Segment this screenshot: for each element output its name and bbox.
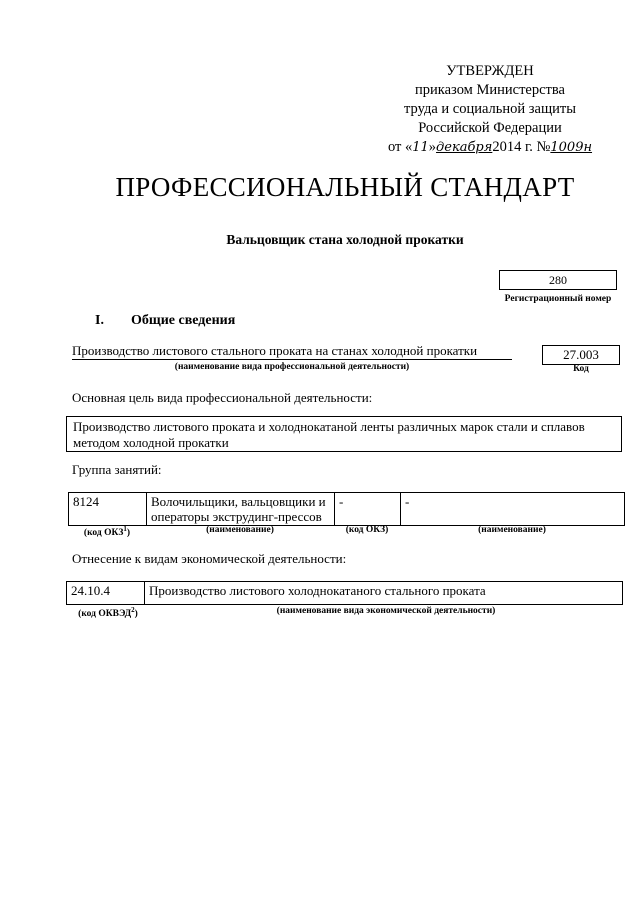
- activity-code-caption: Код: [573, 364, 589, 374]
- okz-code-1: 8124: [69, 493, 147, 526]
- okz-name-2-caption: (наименование): [478, 525, 546, 535]
- footnote-2-marker: 2: [131, 606, 135, 614]
- section-number: I.: [95, 313, 104, 328]
- page-title: ПРОФЕССИОНАЛЬНЫЙ СТАНДАРТ: [115, 172, 575, 202]
- okz-code-1-caption-end: ): [126, 528, 131, 539]
- date-day: 11: [412, 140, 429, 155]
- date-sep: »: [428, 139, 437, 155]
- okved-code-caption-end: ): [134, 609, 138, 620]
- okved-name-caption: (наименование вида экономической деятельности): [276, 606, 496, 616]
- okz-code-1-caption: [68, 525, 146, 538]
- okz-name-1: Волочильщики, вальцовщики и операторы экструдинг-прессов: [147, 493, 335, 526]
- approval-line-2: приказом Министерства: [415, 82, 565, 98]
- goal-label: Основная цель вида профессиональной деятельности:: [72, 390, 373, 405]
- okz-code-1-caption-text: (код ОКЗ: [83, 528, 124, 539]
- date-month: декабря: [436, 140, 493, 155]
- approval-date-line: [380, 138, 600, 157]
- activity-caption: (наименование вида профессиональной деятельности): [174, 362, 410, 372]
- goal-text: Производство листового проката и холоднокатаной ленты различных марок стали и сплавов методом холодной прокатки: [66, 416, 622, 452]
- okved-table: [66, 581, 623, 605]
- footnote-1-marker: 1: [123, 525, 127, 533]
- order-number: 1009н: [550, 140, 593, 155]
- activity-code-box: 27.003: [542, 345, 620, 365]
- okved-code-caption: [66, 606, 150, 619]
- registration-number-box: 280: [499, 270, 617, 290]
- section-title: Общие сведения: [131, 313, 236, 328]
- approval-line-4: Российской Федерации: [418, 120, 562, 136]
- approval-block: [380, 62, 600, 157]
- okved-code: 24.10.4: [67, 582, 145, 605]
- table-row: [67, 582, 623, 605]
- approval-line-1: УТВЕРЖДЕН: [446, 63, 534, 79]
- occupation-group-table: [68, 492, 625, 526]
- page-subtitle: Вальцовщик стана холодной прокатки: [226, 232, 464, 247]
- table-row: [69, 493, 625, 526]
- okved-code-caption-text: (код ОКВЭД: [78, 609, 132, 620]
- section-heading: [95, 313, 235, 329]
- okz-name-2: -: [401, 493, 625, 526]
- activity-name: Производство листового стального проката на станах холодной прокатки: [72, 343, 512, 360]
- okved-label: Отнесение к видам экономической деятельности:: [72, 551, 347, 566]
- approval-line-3: труда и социальной защиты: [404, 101, 576, 117]
- okz-code-2-caption: (код ОКЗ): [345, 525, 389, 535]
- okz-name-1-caption: (наименование): [206, 525, 274, 535]
- okz-code-2: -: [335, 493, 401, 526]
- registration-number-label: Регистрационный номер: [504, 294, 612, 304]
- occupation-group-label: Группа занятий:: [72, 462, 162, 477]
- okved-name: Производство листового холоднокатаного стального проката: [145, 582, 623, 605]
- date-prefix: от «: [387, 139, 413, 155]
- date-year: 2014 г. №: [492, 139, 551, 155]
